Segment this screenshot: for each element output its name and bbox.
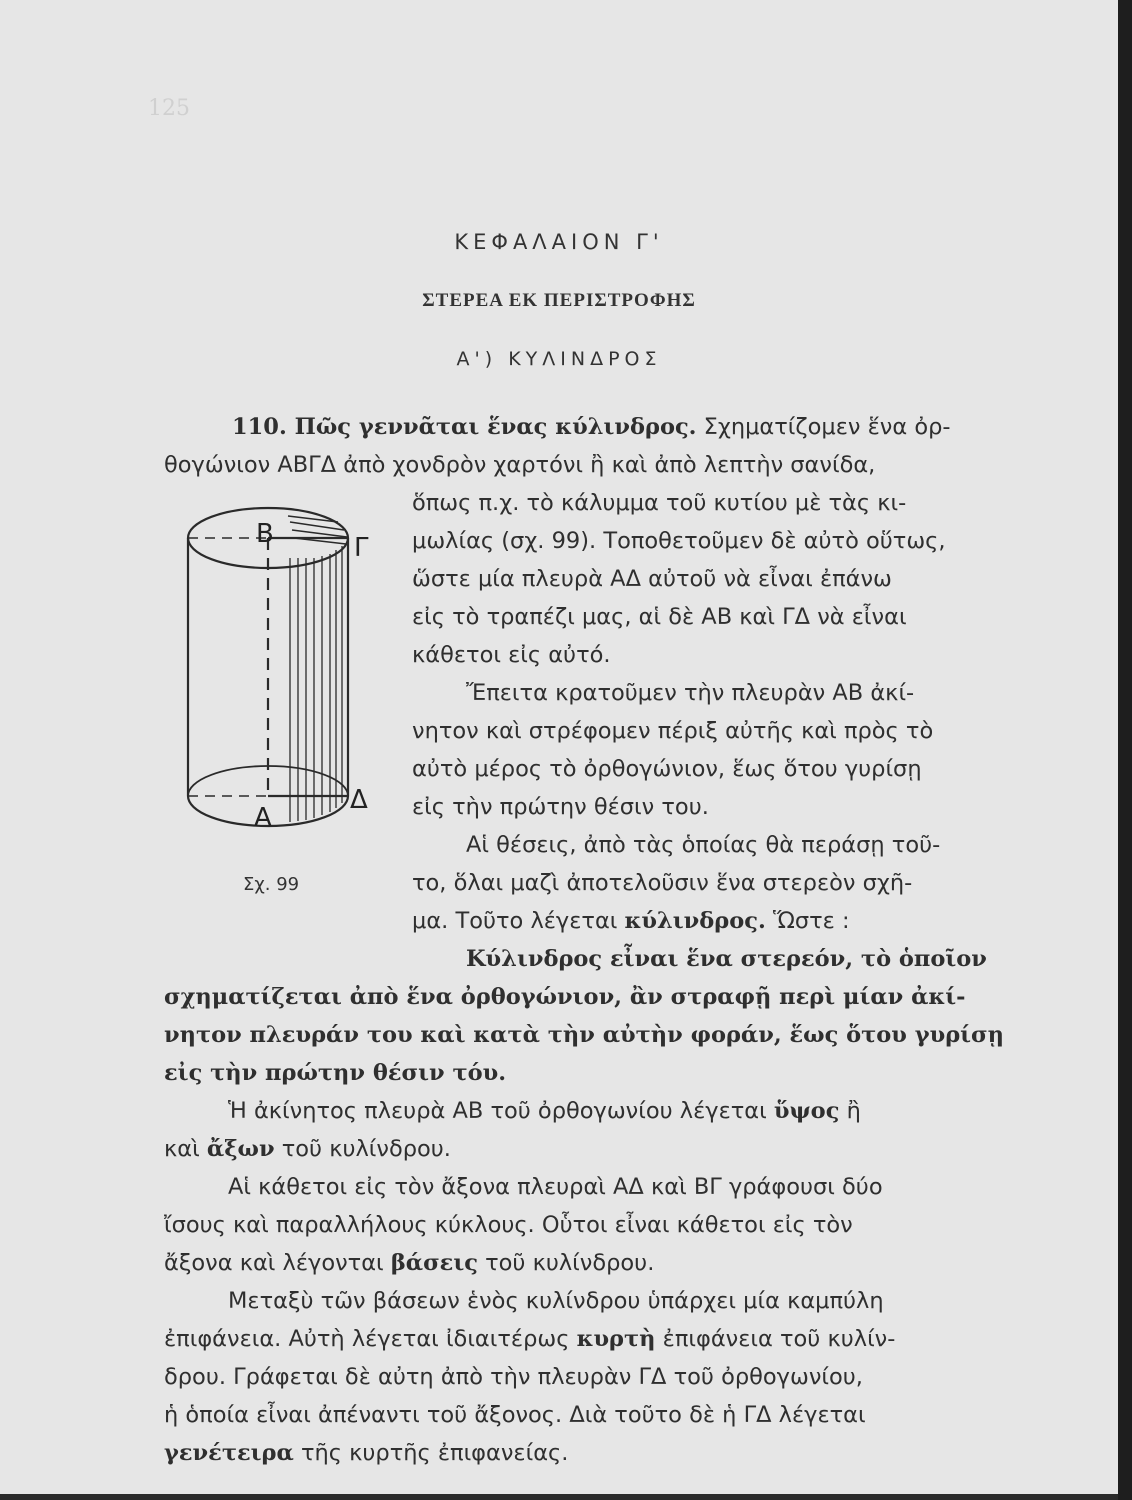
paragraph-line: εἰς τὸ τραπέζι μας, αἱ δὲ ΑΒ καὶ ΓΔ νὰ εἶναι (412, 604, 907, 630)
definition-line: εἰς τὴν πρώτην θέσιν τόυ. (164, 1060, 507, 1086)
term-axon: ἄξων (206, 1136, 275, 1162)
paragraph-line: Αἱ θέσεις, ἀπὸ τὰς ὁποίας θὰ περάσῃ τοῦ- (466, 832, 941, 858)
definition-line: νητον πλευράν του καὶ κατὰ τὴν αὐτὴν φοράν, ἕως ὅτου γυρίσῃ (164, 1022, 1005, 1048)
paragraph-line: δρου. Γράφεται δὲ αὐτη ἀπὸ τὴν πλευρὰν ΓΔ τοῦ ὀρθογωνίου, (164, 1364, 863, 1390)
figure-caption: Σχ. 99 (243, 874, 300, 895)
term-ypsos: ὕψος (773, 1098, 840, 1124)
paragraph-line: Αἱ κάθετοι εἰς τὸν ἄξονα πλευραὶ ΑΔ καὶ ΒΓ γράφουσι δύο (228, 1174, 883, 1200)
label-g: Γ (354, 533, 369, 563)
label-a: Α (254, 803, 272, 833)
paragraph-line: μα. Τοῦτο λέγεται κύλινδρος. Ὥστε : (412, 908, 850, 934)
definition-line: σχηματίζεται ἀπὸ ἕνα ὀρθογώνιον, ἂν στραφῇ περὶ μίαν ἀκί- (164, 984, 966, 1010)
term-kyrti: κυρτὴ (576, 1326, 656, 1352)
paragraph-line: εἰς τὴν πρώτην θέσιν του. (412, 794, 709, 820)
figure-hatching (290, 546, 342, 822)
chapter-title: ΚΕΦΑΛΑΙΟΝ Γ' (454, 230, 664, 254)
paragraph-line: Ἡ ἀκίνητος πλευρὰ ΑΒ τοῦ ὀρθογωνίου λέγεται ὕψος ἢ (228, 1098, 861, 1124)
paragraph-line: γενέτειρα τῆς κυρτῆς ἐπιφανείας. (164, 1440, 569, 1466)
paragraph-line: 110. Πῶς γεννᾶται ἕνας κύλινδρος. Σχηματίζομεν ἕνα ὀρ- (232, 414, 951, 440)
paragraph-line: μωλίας (σχ. 99). Τοποθετοῦμεν δὲ αὐτὸ οὕτως, (412, 528, 946, 554)
paragraph-line: νητον καὶ στρέφομεν πέριξ αὐτῆς καὶ πρὸς τὸ (412, 718, 934, 744)
paragraph-line: αὐτὸ μέρος τὸ ὀρθογώνιον, ἕως ὅτου γυρίσῃ (412, 756, 922, 782)
subsection-title: Α') ΚΥΛΙΝΔΡΟΣ (456, 348, 662, 370)
paragraph-line: κάθετοι εἰς αὐτό. (412, 642, 611, 668)
cylinder-figure (170, 500, 390, 840)
paragraph-line: ἡ ὁποία εἶναι ἀπέναντι τοῦ ἄξονος. Διὰ τοῦτο δὲ ἡ ΓΔ λέγεται (164, 1402, 866, 1428)
paragraph-line: ὥστε μία πλευρὰ ΑΔ αὐτοῦ νὰ εἶναι ἐπάνω (412, 566, 892, 592)
top-cap-shading (288, 516, 347, 544)
paragraph-line: Ἔπειτα κρατοῦμεν τὴν πλευρὰν ΑΒ ἀκί- (466, 680, 915, 706)
label-b: Β (256, 519, 274, 549)
paragraph-line: ἐπιφάνεια. Αὐτὴ λέγεται ἰδιαιτέρως κυρτὴ ἐπιφάνεια τοῦ κυλίν- (164, 1326, 896, 1352)
paragraph-line: το, ὅλαι μαζὶ ἀποτελοῦσιν ἕνα στερεὸν σχῆ- (412, 870, 913, 896)
paragraph-line: ἄξονα καὶ λέγονται βάσεις τοῦ κυλίνδρου. (164, 1250, 655, 1276)
paragraph-line: θογώνιον ΑΒΓΔ ἀπὸ χονδρὸν χαρτόνι ἢ καὶ ἀπὸ λεπτὴν σανίδα, (164, 452, 876, 478)
section-title: ΣΤΕΡΕΑ ΕΚ ΠΕΡΙΣΤΡΟΦΗΣ (422, 290, 696, 311)
term-geneteira: γενέτειρα (164, 1440, 294, 1466)
scan-edge (1118, 0, 1132, 1500)
page-number: 125 (148, 96, 190, 121)
paragraph-line: καὶ ἄξων τοῦ κυλίνδρου. (164, 1136, 451, 1162)
paragraph-line: ὅπως π.χ. τὸ κάλυμμα τοῦ κυτίου μὲ τὰς κι- (412, 490, 907, 516)
definition-line: Κύλινδρος εἶναι ἕνα στερεόν, τὸ ὁποῖον (466, 946, 987, 972)
term-baseis: βάσεις (390, 1250, 478, 1276)
paragraph-heading: 110. Πῶς γεννᾶται ἕνας κύλινδρος. (232, 414, 697, 440)
term-kylindros: κύλινδρος. (624, 908, 766, 934)
paragraph-line: Μεταξὺ τῶν βάσεων ἑνὸς κυλίνδρου ὑπάρχει μία καμπύλη (228, 1288, 884, 1314)
label-d: Δ (350, 785, 368, 815)
paragraph-line: ἴσους καὶ παραλλήλους κύκλους. Οὗτοι εἶναι κάθετοι εἰς τὸν (164, 1212, 853, 1238)
